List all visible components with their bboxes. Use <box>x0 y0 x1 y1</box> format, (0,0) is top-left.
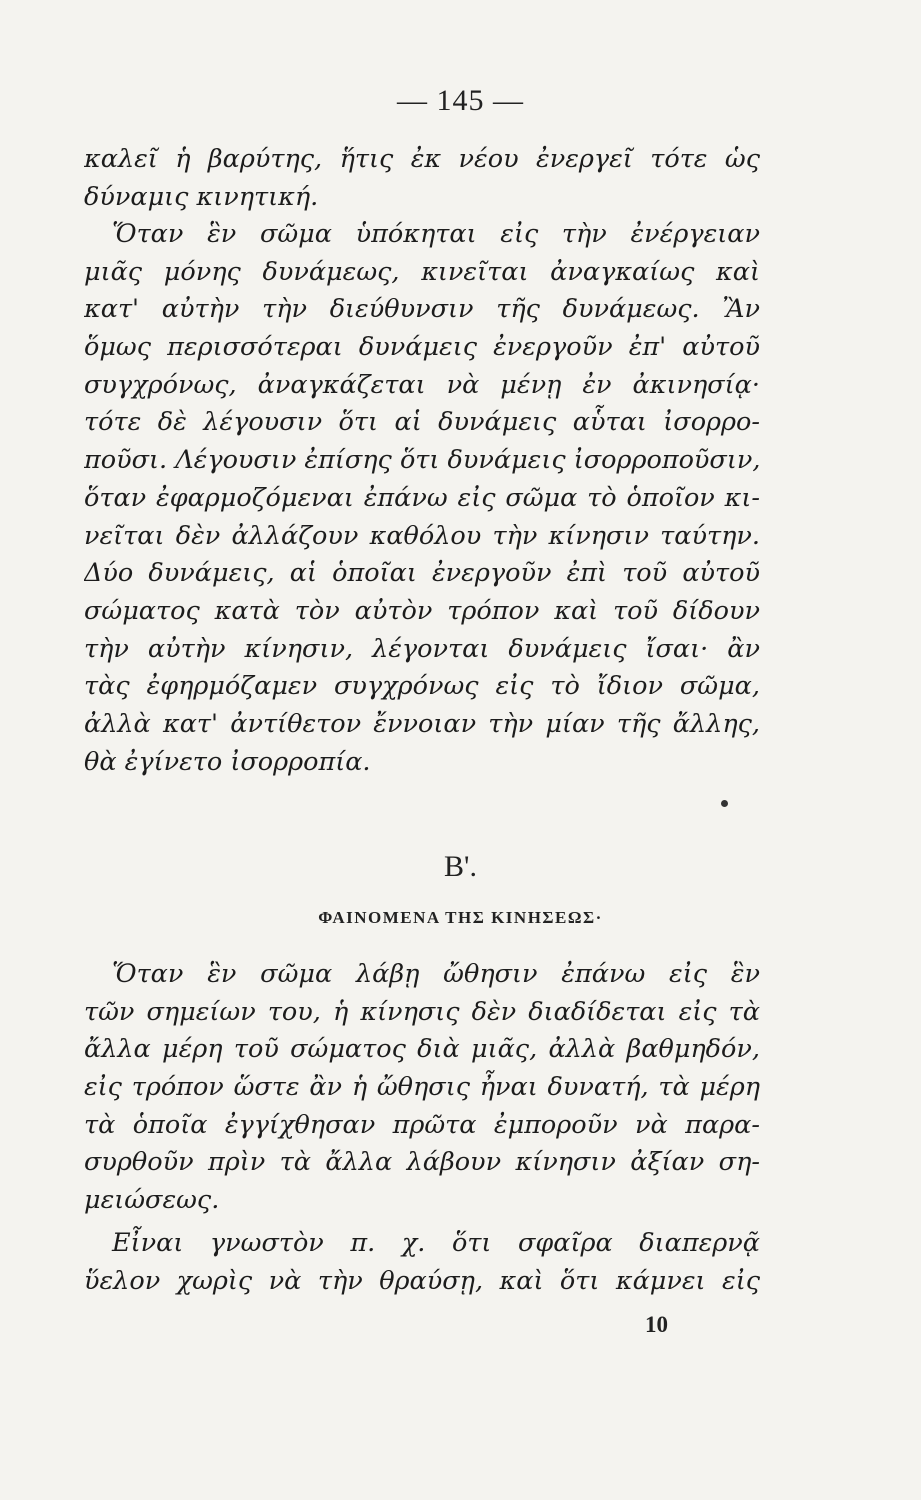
text-line: θὰ ἐγίνετο ἰσορροπία. <box>84 746 371 777</box>
text-line: Εἶναι γνωστὸν π. χ. ὅτι σφαῖρα διαπερνᾷ <box>112 1228 760 1258</box>
text-line: καλεῖ ἡ βαρύτης, ἥτις ἐκ νέου ἐνεργεῖ τότε ὡς <box>84 144 760 174</box>
text-line: τὴν αὐτὴν κίνησιν, λέγονται δυνάμεις ἴσαι· ἂν <box>84 633 760 664</box>
text-line: μειώσεως. <box>84 1185 220 1216</box>
text-line: ἀλλὰ κατ' ἀντίθετον ἔννοιαν τὴν μίαν τῆς ἄλλης, <box>84 708 760 739</box>
paragraph-motion-phenomena <box>84 956 760 1220</box>
text-line: νεῖται δὲν ἀλλάζουν καθόλου τὴν κίνησιν ταύτην. <box>84 520 760 551</box>
text-line: σώματος κατὰ τὸν αὐτὸν τρόπον καὶ τοῦ δίδουν <box>84 595 760 626</box>
text-line: τότε δὲ λέγουσιν ὅτι αἱ δυνάμεις αὗται ἰσορρο- <box>84 407 760 438</box>
text-line: ὕελον χωρὶς νὰ τὴν θραύσῃ, καὶ ὅτι κάμνει εἰς <box>84 1265 760 1296</box>
paragraph-sphere-example <box>84 1225 760 1300</box>
text-line: κατ' αὐτὴν τὴν διεύθυνσιν τῆς δυνάμεως. Ἂν <box>84 294 760 325</box>
text-line: μιᾶς μόνης δυνάμεως, κινεῖται ἀναγκαίως καὶ <box>84 256 760 287</box>
text-line: ποῦσι. Λέγουσιν ἐπίσης ὅτι δυνάμεις ἰσορροποῦσιν, <box>84 445 760 476</box>
text-line: τὰς ἐφηρμόζαμεν συγχρόνως εἰς τὸ ἴδιον σῶμα, <box>84 671 760 702</box>
text-line: συρθοῦν πρὶν τὰ ἄλλα λάβουν κίνησιν ἀξίαν ση- <box>84 1147 760 1178</box>
text-line: Δύο δυνάμεις, αἱ ὁποῖαι ἐνεργοῦν ἐπὶ τοῦ αὐτοῦ <box>84 558 760 589</box>
paragraph-continuation <box>84 141 760 216</box>
paragraph-forces-equilibrium <box>84 216 760 781</box>
text-line: Ὅταν ἓν σῶμα λάβῃ ὤθησιν ἐπάνω εἰς ἓν <box>112 959 760 989</box>
text-line: δύναμις κινητική. <box>84 181 319 212</box>
signature-mark: 10 <box>645 1312 668 1337</box>
text-line: ὅμως περισσότεραι δυνάμεις ἐνεργοῦν ἐπ' αὐτοῦ <box>84 332 760 363</box>
ink-dot <box>721 800 728 807</box>
text-line: Ὅταν ἓν σῶμα ὑπόκηται εἰς τὴν ἐνέργειαν <box>112 219 760 249</box>
page-number-header: — 145 — <box>397 84 524 117</box>
text-line: ἄλλα μέρη τοῦ σώματος διὰ μιᾶς, ἀλλὰ βαθμηδόν, <box>84 1034 760 1065</box>
text-line: τῶν σημείων του, ἡ κίνησις δὲν διαδίδεται εἰς τὰ <box>84 996 760 1027</box>
text-line: ὅταν ἐφαρμοζόμεναι ἐπάνω εἰς σῶμα τὸ ὁποῖον κι- <box>84 482 760 513</box>
section-heading: ΦΑΙΝΟΜΕΝΑ ΤΗΣ ΚΙΝΗΣΕΩΣ· <box>318 908 603 927</box>
text-line: εἰς τρόπον ὥστε ἂν ἡ ὤθησις ἦναι δυνατή, τὰ μέρη <box>84 1072 760 1103</box>
section-letter: Β'. <box>444 850 477 883</box>
text-line: τὰ ὁποῖα ἐγγίχθησαν πρῶτα ἐμποροῦν νὰ παρα- <box>84 1109 760 1140</box>
text-line: συγχρόνως, ἀναγκάζεται νὰ μένῃ ἐν ἀκινησίᾳ· <box>84 369 760 400</box>
